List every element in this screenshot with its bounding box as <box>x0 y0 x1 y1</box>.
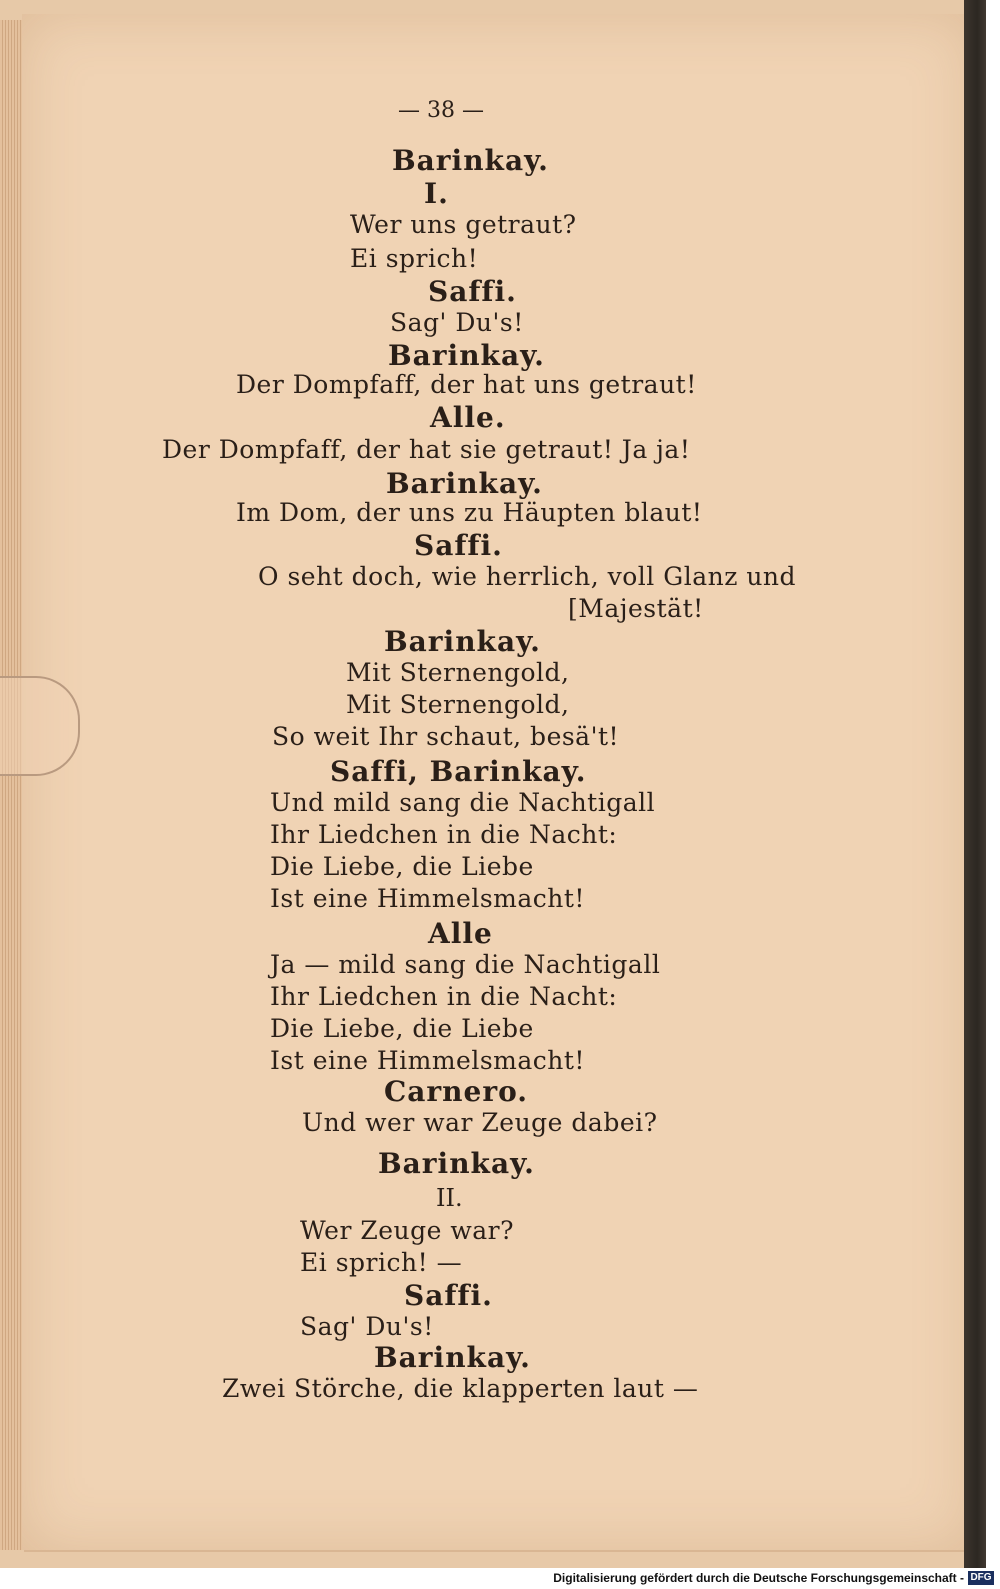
verse-number: I. <box>424 177 449 210</box>
verse-line: So weit Ihr schaut, besä't! <box>272 722 620 751</box>
verse-line: Ja — mild sang die Nachtigall <box>270 950 661 979</box>
speaker-label: Barinkay. <box>386 467 543 500</box>
verse-line: O seht doch, wie herrlich, voll Glanz und <box>258 562 797 591</box>
verse-line: Und wer war Zeuge dabei? <box>302 1108 658 1137</box>
speaker-label: Alle <box>428 917 493 950</box>
verse-line: Mit Sternengold, <box>346 690 570 719</box>
speaker-label: Saffi. <box>404 1279 493 1312</box>
speaker-label: Saffi. <box>414 529 503 562</box>
verse-line: Ihr Liedchen in die Nacht: <box>270 982 618 1011</box>
speaker-label: Barinkay. <box>388 339 545 372</box>
digitization-footer <box>0 1568 1000 1589</box>
verse-line: Wer Zeuge war? <box>300 1216 515 1245</box>
verse-line: Der Dompfaff, der hat uns getraut! <box>236 370 697 399</box>
verse-line: Ei sprich! — <box>300 1248 463 1277</box>
verse-line: Ist eine Himmelsmacht! <box>270 1046 585 1075</box>
verse-line: Zwei Störche, die klapperten laut — <box>222 1374 699 1403</box>
verse-line-continuation: [Majestät! <box>568 594 704 623</box>
verse-line: Ihr Liedchen in die Nacht: <box>270 820 618 849</box>
speaker-label: Alle. <box>430 401 506 434</box>
speaker-label: Saffi, Barinkay. <box>330 755 587 788</box>
funding-credit: Digitalisierung gefördert durch die Deutsche Forschungsgemeinschaft - <box>553 1571 964 1585</box>
verse-line: Wer uns getraut? <box>350 210 577 239</box>
speaker-label: Carnero. <box>384 1075 529 1108</box>
verse-line: Die Liebe, die Liebe <box>270 852 534 881</box>
speaker-label: Barinkay. <box>392 144 549 177</box>
dfg-logo: DFG <box>968 1571 994 1585</box>
verse-number: II. <box>436 1184 463 1212</box>
verse-line: Und mild sang die Nachtigall <box>270 788 656 817</box>
speaker-label: Barinkay. <box>374 1341 531 1374</box>
verse-line: Mit Sternengold, <box>346 658 570 687</box>
speaker-label: Barinkay. <box>378 1147 535 1180</box>
verse-line: Im Dom, der uns zu Häupten blaut! <box>236 498 703 527</box>
verse-line: Ist eine Himmelsmacht! <box>270 884 585 913</box>
verse-line: Sag' Du's! <box>390 308 524 337</box>
verse-line: Die Liebe, die Liebe <box>270 1014 534 1043</box>
speaker-label: Barinkay. <box>384 625 541 658</box>
verse-line: Ei sprich! <box>350 244 479 273</box>
verse-line: Sag' Du's! <box>300 1312 434 1341</box>
speaker-label: Saffi. <box>428 275 517 308</box>
page-number: — 38 — <box>398 98 484 123</box>
verse-line: Der Dompfaff, der hat sie getraut! Ja ja! <box>162 435 691 464</box>
